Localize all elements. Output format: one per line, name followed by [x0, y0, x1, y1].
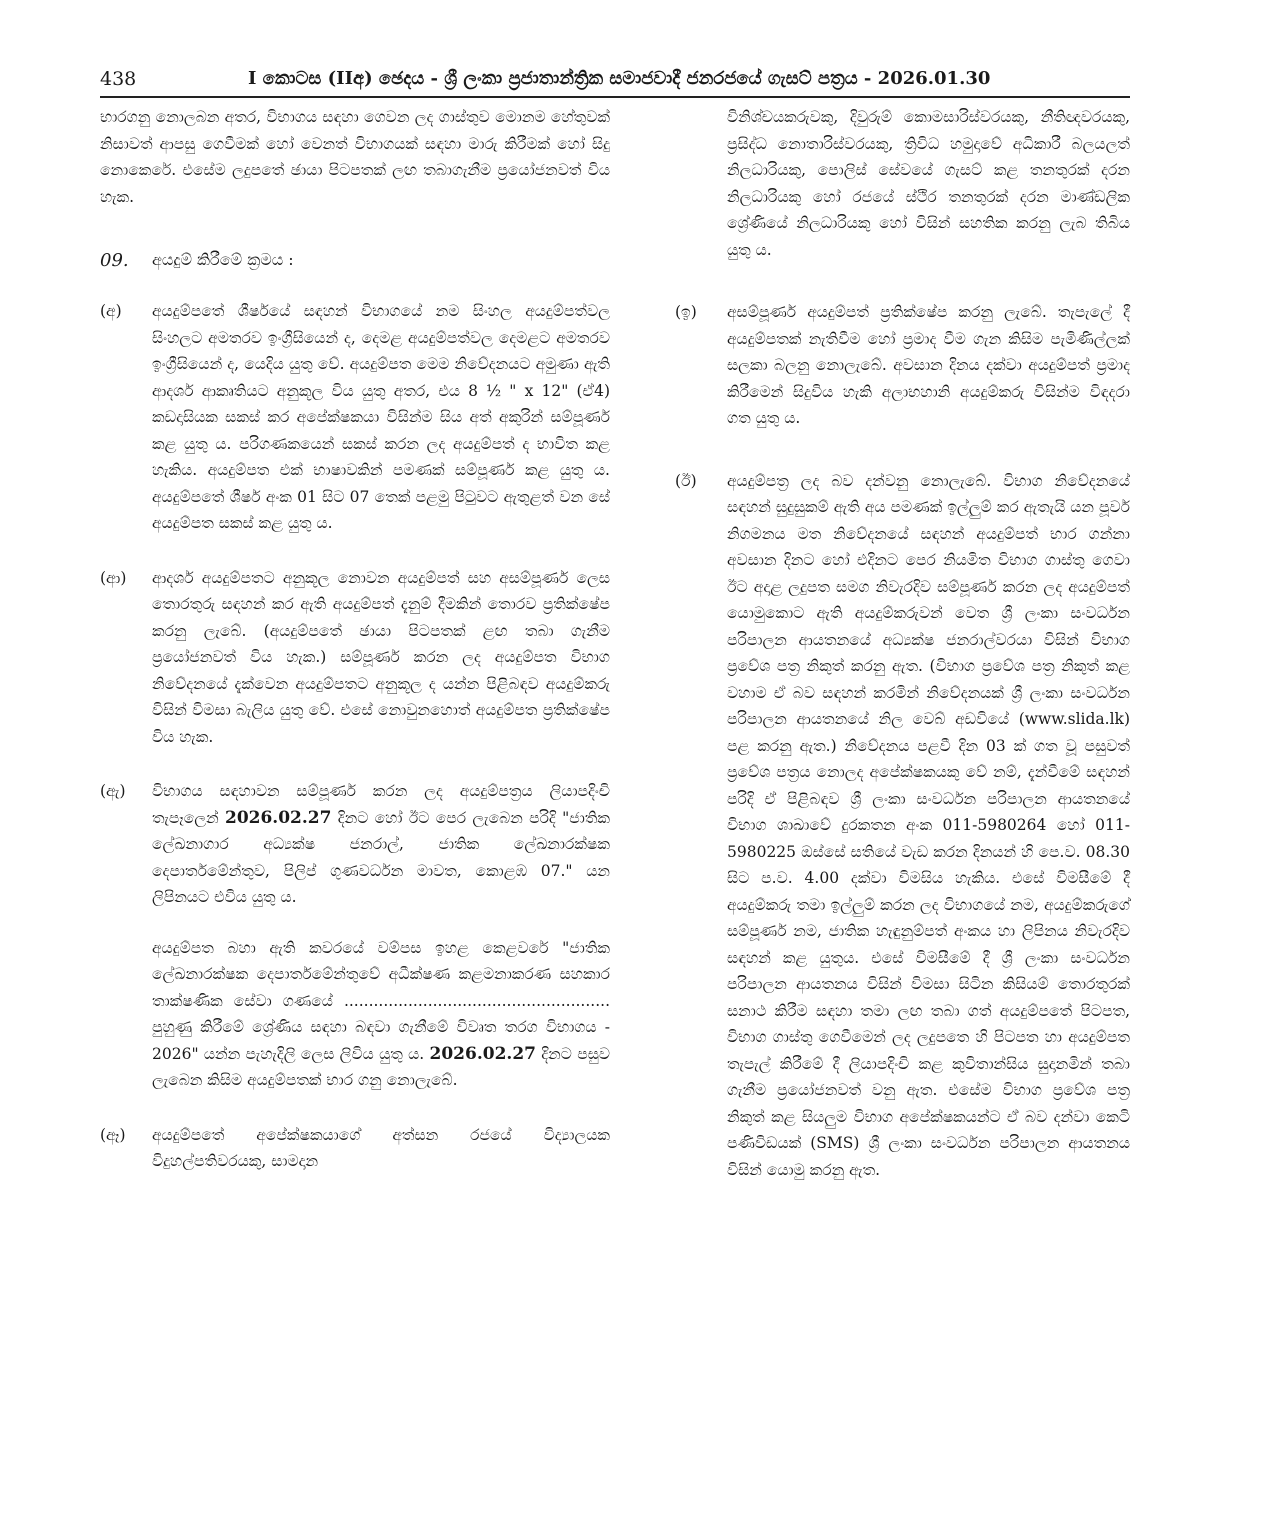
intro-paragraph: භාරගනු නොලබන අතර, විභාගය සඳහා ගෙවන ලද ගාස්තුව මොනම හේතුවක් නිසාවත් ආපසු ගෙවීමක් හෝ වෙනත් විභාගයක් සඳහා මාරු කිරීමක් හෝ සිදු නොකෙරේ. එසේම ලදුපතේ ඡායා පිටපතක් ලඟ තබාගැනීම ප්‍රයෝජනවත් විය හැක.	[100, 108, 610, 206]
section-title: අයදුම් කිරීමේ ක්‍රමය :	[152, 250, 294, 269]
item-text: අයදුම්පත්‍ර ලද බව දන්වනු නොලැබේ. විභාග නිවේදනයේ සඳහන් සුදුසුකම් ඇති අය පමණක් ඉල්ලුම් කර ඇතැයි යන පූර්ව නිගමනය මත නිවේදනයේ සඳහන් අයදුම්පත් භාර ගන්නා අවසාන දිනට හෝ එදිනට පෙර නියමිත විභාග ගාස්තු ගෙවා ඊට අදාළ ලදුපත සමග නිවැරදිව සම්පූර්ණ කරන ලද අයදුම්පත් යොමුකොට ඇති අයදුම්කරුවන් වෙත ශ්‍රී ලංකා සංවර්ධන පරිපාලන ආයතනයේ අධ්‍යක්ෂ ජනරාල්වරයා විසින් විභාග ප්‍රවේශ පත්‍ර නිකුත් කරනු ඇත. (විභාග ප්‍රවේශ පත්‍ර නිකුත් කළ වහාම ඒ බව සඳහන් කරමින් නිවේදනයක් ශ්‍රී ලංකා සංවර්ධන පරිපාලන ආයතනයේ නිල වෙබ් අඩවියේ (www.slida.lk) පළ කරනු ඇත.) නිවේදනය පළවී දින 03 ක් ගත වූ පසුවත් ප්‍රවේශ පත්‍රය නොලද අපේක්ෂකයකු වේ නම්, දැන්වීමේ සඳහන් පරිදි ඒ පිළිබඳව ශ්‍රී ලංකා සංවර්ධන පරිපාලන ආයතනයේ විභාග ශාඛාවේ දුරකතන අංක 011-5980264 හෝ 011-5980225 ඔස්සේ සතියේ වැඩ කරන දිනයන් හි පෙ.ව. 08.30 සිට ප.ව. 4.00 දක්වා විමසිය හැකිය. එසේ විමසීමේ දී අයදුම්කරු තමා ඉල්ලුම් කරන ලද විභාගයේ නම, අයදුම්කරුගේ සම්පූර්ණ නම, ජාතික හැඳුනුම්පත් අංකය හා ලිපිනය නිවැරදිව සඳහන් කළ යුතුය. එසේ විමසීමේ දී ශ්‍රී ලංකා සංවර්ධන පරිපාලන ආයතනය විසින් විමසා සිටින කිසියම් තොරතුරක් සනාථ කිරීම සඳහා තමා ලඟ තබා ගත් අයදුම්පතේ පිටපත, විභාග ගාස්තු ගෙවීමෙන් ලද ලදුපතෙ හි පිටපත හා අයදුම්පත තැපැල් කිරීමේ දී ලියාපදිංචි කළ කුවිතාන්සිය සුදානමින් තබා ගැනීම ප්‍රයෝජනවත් වනු ඇත. එසේම විභාග ප්‍රවේශ පත්‍ර නිකුත් කළ සියලුම විභාග අපේක්ෂකයන්ට ඒ බව දන්වා කෙටි පණිවිඩයක් (SMS) ශ්‍රී ලංකා සංවර්ධන පරිපාලන ආයතනය විසින් යොමු කරනු ඇත.	[727, 471, 1130, 1179]
closing-date: 2026.02.27	[224, 807, 332, 828]
item-label: (ඇ)	[100, 782, 126, 800]
closing-date: 2026.02.27	[429, 1043, 536, 1064]
page-number: 438	[100, 68, 137, 90]
list-item-ae	[100, 778, 610, 1094]
item-label: (ඈ)	[100, 1125, 126, 1144]
right-column	[675, 104, 1130, 1183]
envelope-instructions	[152, 935, 610, 1094]
running-title: I කොටස (IIඅ) ඡෙදය - ශ්‍රී ලංකා ප්‍රජාතාන්ත්‍රික සමාජවාදී ජනරජයේ ගැසට් පත්‍රය - 2026.01.30	[248, 68, 991, 89]
item-text: විනිශ්චයකරුවකු, දිවුරුම් කොමසාරිස්වරයකු, නීතිඥවරයකු, ප්‍රසිද්ධ නොතාරිස්වරයකු, ත්‍රිවිධ හමුදාවේ අධිකාරී බලයලත් නිලධාරියකු, පොලිස් සේවයේ ගැසට් කළ තනතුරක් දරන නිලධාරියකු හෝ රජයේ ස්ථිර තනතුරක් දරන මාණ්ඩලික ශ්‍රේණියේ නිලධාරියකු හෝ විසින් සහතික කරනු ලැබ තිබිය යුතු ය.	[727, 108, 1130, 259]
list-item-ii	[675, 468, 1130, 1184]
item-text: අයදුම්පතේ ශීර්ෂයේ සඳහන් විභාගයේ නම සිංහල අයදුම්පත්වල සිංහලට අමතරව ඉංග්‍රීසියෙන් ද, දෙමළ අයදුම්පත්වල දෙමළට අමතරව ඉංග්‍රීසියෙන් ද, යෙදිය යුතු වේ. අයදුම්පත මෙම නිවේදනයට අමුණා ඇති ආදර්ශ ආකෘතියට අනුකූල විය යුතු අතර, එය 8 ½ " x 12" (ඒ4) කඩදාසියක සකස් කර අපේක්ෂකයා විසින්ම සිය අත් අකුරින් සම්පූර්ණ කළ යුතු ය. පරිගණකයෙන් සකස් කරන ලද අයදුම්පත් ද භාවිත කළ හැකිය. අයදුම්පත එක් භාෂාවකින් පමණක් සම්පූර්ණ කළ යුතු ය. අයදුම්පතේ ශීර්ෂ අංක 01 සිට 07 තෙක් පළමු පිටුවට ඇතුළත් වන සේ අයදුම්පත සකස් කළ යුතු ය.	[152, 302, 610, 532]
section-heading	[100, 250, 610, 280]
text-run: විභාගය සඳහාවන සම්පූර්ණ කරන ලද අයදුම්පත්‍රය ලියාපදිංචි තැපෑලෙන්	[152, 782, 610, 827]
item-text: අසම්පූර්ණ අයදුම්පත් ප්‍රතික්ෂේප කරනු ලැබේ. තැපැලේ දී අයදුම්පතක් නැතිවීම හෝ ප්‍රමාද වීම ගැන කිසිම පැමිණිල්ලක් සලකා බලනු නොලැබේ. අවසාන දිනය දක්වා අයදුම්පත් ප්‍රමාද කිරීමෙන් සිදුවිය හැකි අලාභහානි අයදුම්කරු විසින්ම විඳදරා ගත යුතු ය.	[727, 303, 1130, 427]
list-item-a	[100, 298, 610, 537]
text-run: අයදුම්පත බහා ඇති කවරයේ වම්පස ඉහළ කෙළවරේ "ජාතික ලේඛනාරක්ෂක දෙපාර්තමේන්තුවේ අධීක්ෂණ කළමනාකරණ සහකාර තාක්ෂණික සේවා ගණයේ ...................................................... පුහුණු කිරීමේ ශ්‍රේණිය සඳහා බඳවා ගැනීමේ විවෘත තරග විභාගය - 2026" යන්න පැහැදිලි ලෙස ලිවිය යුතු ය.	[152, 938, 610, 1063]
list-item-ae2-continued	[675, 104, 1130, 263]
list-item-i	[675, 299, 1130, 432]
list-item-aa	[100, 565, 610, 751]
item-label: (ආ)	[100, 568, 127, 587]
section-number: 09.	[100, 250, 129, 271]
item-label: (ඉ)	[675, 303, 697, 321]
item-label: (ඊ)	[675, 471, 697, 490]
text-run: දිනට හෝ ඊට පෙර ලැබෙන පරිදි "ජාතික ලේඛනාගාර අධ්‍යක්ෂ ජනරාල්, ජාතික ලේඛනාරක්ෂක දෙපාර්තමේන්තුව, පිලිප් ගුණවර්ධන මාවත, කොළඹ 07." යන ලිපිනයට එවිය යුතු ය.	[152, 808, 610, 906]
item-text: අයදුම්පතේ අපේක්ෂකයාගේ අත්සන රජයේ විද්‍යාලයක විදුහල්පතිවරයකු, සාමදාන	[152, 1125, 610, 1170]
item-text: ආදර්ශ අයදුම්පතට අනුකූල නොවන අයදුම්පත් සහ අසම්පූර්ණ ලෙස තොරතුරු සඳහන් කර ඇති අයදුම්පත් දැනුම් දීමකින් තොරව ප්‍රතික්ෂේප කරනු ලැබේ. (අයදුම්පතේ ඡායා පිටපතක් ළඟ තබා ගැනීම ප්‍රයෝජනවත් විය හැක.) සම්පූර්ණ කරන ලද අයදුම්පත විභාග නිවේදනයේ දැක්වෙන අයදුම්පතට අනුකූල ද යන්න පිළිබඳව අයදුම්කරු විසින් විමසා බැලිය යුතු වේ. එසේ නොවුනහොත් අයදුම්පත ප්‍රතික්ෂේප විය හැක.	[152, 568, 610, 746]
list-item-ae2	[100, 1122, 610, 1175]
header-rule	[100, 96, 1130, 98]
left-column	[100, 104, 610, 1175]
item-label: (අ)	[100, 302, 122, 320]
item-text	[152, 778, 610, 911]
text-run: දිනට පසුව ලැබෙන කිසිම අයදුම්පතක් භාර ගනු නොලැබේ.	[152, 1044, 610, 1089]
page-header	[100, 68, 1130, 94]
